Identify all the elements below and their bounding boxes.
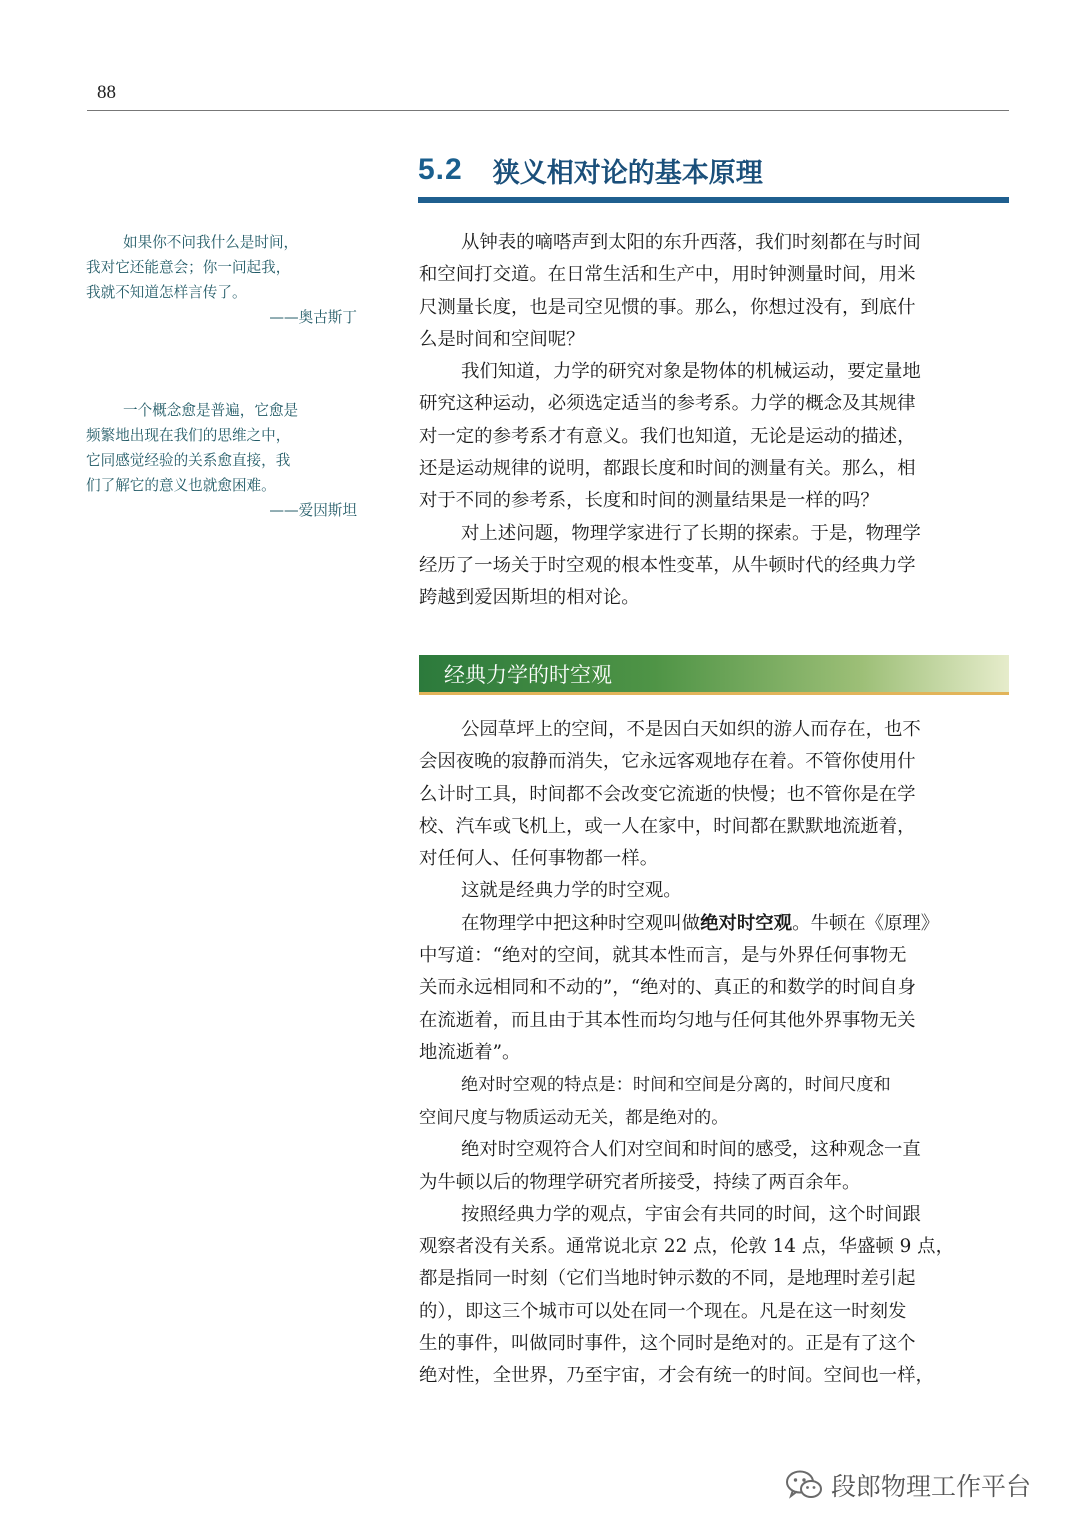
section-number: 5.2 — [418, 153, 463, 186]
text-line: 观察者没有关系。通常说北京 22 点，伦敦 14 点，华盛顿 9 点， — [419, 1236, 954, 1258]
quote-line: 我对它还能意会；你一问起我， — [86, 259, 291, 276]
text-line: 的），即这三个城市可以处在同一个现在。凡是在这一时刻发 — [419, 1300, 907, 1322]
quote-attribution: ——奥古斯丁 — [269, 309, 357, 326]
text-line: 绝对时空观的特点是：时间和空间是分离的，时间尺度和 — [461, 1075, 891, 1096]
subsection-heading — [419, 655, 1009, 695]
text-line: 经历了一场关于时空观的根本性变革，从牛顿时代的经典力学 — [419, 554, 916, 576]
text-line: 对于不同的参考系，长度和时间的测量结果是一样的吗？ — [419, 490, 879, 512]
text-line: 从钟表的嘀嗒声到太阳的东升西落，我们时刻都在与时间 — [461, 232, 921, 253]
text-line: 绝对时空观符合人们对空间和时间的感受，这种观念一直 — [461, 1139, 921, 1161]
text-line: 校、汽车或飞机上，或一人在家中，时间都在默默地流逝着， — [419, 815, 916, 837]
text-line: 生的事件，叫做同时事件，这个同时是绝对的。正是有了这个 — [419, 1333, 916, 1355]
margin-quote-einstein — [86, 398, 357, 523]
text-line: 绝对性，全世界，乃至宇宙，才会有统一的时间。空间也一样， — [419, 1365, 934, 1387]
quote-line: 它同感觉经验的关系愈直接，我 — [86, 452, 291, 469]
header-rule — [87, 110, 1009, 111]
intro-text — [419, 227, 1009, 615]
text-fragment: 。牛顿在《原理》 — [792, 912, 940, 934]
text-line: 跨越到爱因斯坦的相对论。 — [419, 587, 640, 609]
text-line: 研究这种运动，必须选定适当的参考系。力学的概念及其规律 — [419, 393, 916, 415]
text-line: 这就是经典力学的时空观。 — [461, 880, 682, 902]
classical-text — [419, 714, 1009, 1393]
text-line: 对任何人、任何事物都一样。 — [419, 848, 659, 870]
section-title: 狭义相对论的基本原理 — [492, 157, 763, 189]
quote-attribution: ——爱因斯坦 — [269, 502, 357, 519]
page-number: 88 — [97, 82, 116, 103]
watermark-text: 段郎物理工作平台 — [831, 1472, 1032, 1501]
quote-line: 频繁地出现在我们的思维之中， — [86, 427, 291, 444]
key-term: 绝对时空观 — [700, 912, 793, 934]
absolute-spacetime-note — [419, 1069, 1009, 1134]
quote-line: 一个概念愈是普遍，它愈是 — [123, 402, 299, 419]
text-line: 么是时间和空间呢？ — [419, 328, 585, 350]
text-line: 为牛顿以后的物理学研究者所接受，持续了两百余年。 — [419, 1171, 861, 1193]
text-line-with-term — [419, 908, 1009, 940]
text-line: 空间尺度与物质运动无关，都是绝对的。 — [419, 1107, 729, 1128]
watermark — [785, 1467, 1031, 1503]
margin-quote-augustine — [86, 230, 357, 330]
text-line: 在流逝着，而且由于其本性而均匀地与任何其他外界事物无关 — [419, 1009, 916, 1031]
text-line: 和空间打交道。在日常生活和生产中，用时钟测量时间，用米 — [419, 264, 916, 286]
text-line: 对上述问题，物理学家进行了长期的探索。于是，物理学 — [461, 522, 921, 544]
section-heading — [418, 148, 1009, 192]
quote-line: 们了解它的意义也就愈困难。 — [86, 477, 276, 494]
text-line: 还是运动规律的说明，都跟长度和时间的测量有关。那么，相 — [419, 458, 916, 480]
wechat-icon — [785, 1469, 823, 1501]
text-line: 关而永远相同和不动的”，“绝对的、真正的和数学的时间自身 — [419, 977, 916, 999]
subsection-title: 经典力学的时空观 — [444, 662, 612, 687]
text-line: 公园草坪上的空间，不是因白天如织的游人而存在，也不 — [461, 719, 921, 740]
quote-line: 我就不知道怎样言传了。 — [86, 284, 247, 301]
text-line: 地流逝着”。 — [419, 1041, 521, 1063]
quote-line: 如果你不问我什么是时间， — [123, 234, 299, 251]
text-line: 会因夜晚的寂静而消失，它永远客观地存在着。不管你使用什 — [419, 751, 916, 773]
text-line: 么计时工具，时间都不会改变它流逝的快慢；也不管你是在学 — [419, 783, 916, 805]
text-line: 都是指同一时刻（它们当地时钟示数的不同，是地理时差引起 — [419, 1268, 916, 1290]
text-line: 我们知道，力学的研究对象是物体的机械运动，要定量地 — [461, 361, 921, 383]
section-rule — [418, 197, 1009, 203]
text-line: 尺测量长度，也是司空见惯的事。那么，你想过没有，到底什 — [419, 296, 916, 318]
text-line: 对一定的参考系才有意义。我们也知道，无论是运动的描述， — [419, 425, 916, 447]
text-fragment: 在物理学中把这种时空观叫做 — [461, 912, 701, 934]
text-line: 中写道：“绝对的空间，就其本性而言，是与外界任何事物无 — [419, 945, 907, 967]
text-line: 按照经典力学的观点，宇宙会有共同的时间，这个时间跟 — [461, 1203, 921, 1225]
